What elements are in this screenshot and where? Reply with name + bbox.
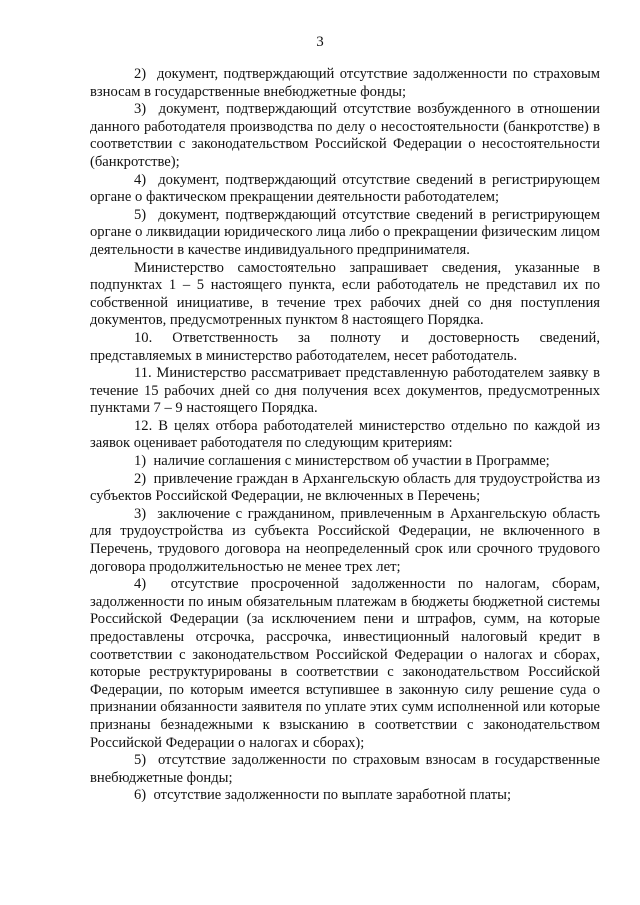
paragraph-item-5-doc-liquidation: 5) документ, подтверждающий отсутствие сведений в регистрирующем органе о ликвидации юридического лица либо о прекращении физическим лицом деятельности в качестве индивидуального предпринимателя. <box>90 206 600 258</box>
paragraph-item-3-doc-bankruptcy: 3) документ, подтверждающий отсутствие возбужденного в отношении данного работодателя производства по делу о несостоятельности (банкротстве) в соответствии с законодательством Российской Федерации о несостоятельности (банкротстве); <box>90 101 600 170</box>
paragraph-clause-12: 12. В целях отбора работодателей министерство отдельно по каждой из заявок оценивает работодателя по следующим критериям: <box>90 417 600 452</box>
paragraph-criterion-4: 4) отсутствие просроченной задолженности по налогам, сборам, задолженности по иным обязательным платежам в бюджеты бюджетной системы Российской Федерации (за исключением пени и штрафов, сумм, на которые предоставлены отсрочка, рассрочка, инвестиционный налоговый кредит в соответствии с законодательством Российской Федерации о налогах и сборах, которые реструктурированы в соответствии с законодательством Российской Федерации, по которым имеется вступившее в законную силу решение суда о признании обязанности заявителя по уплате этих сумм исполненной или которые признаны безнадежными к взысканию в соответствии с законодательством Российской Федерации о налогах и сборах); <box>90 576 600 751</box>
paragraph-criterion-1: 1) наличие соглашения с министерством об участии в Программе; <box>134 453 550 470</box>
document-body <box>90 66 600 805</box>
paragraph-item-2-doc-insurance: 2) документ, подтверждающий отсутствие задолженности по страховым взносам в государственные внебюджетные фонды; <box>90 66 600 100</box>
paragraph-clause-11: 11. Министерство рассматривает представленную работодателем заявку в течение 15 рабочих дней со дня получения всех документов, предусмотренных пунктами 7 – 9 настоящего Порядка. <box>90 365 600 417</box>
paragraph-item-4-doc-termination: 4) документ, подтверждающий отсутствие сведений в регистрирующем органе о фактическом прекращении деятельности работодателем; <box>90 171 600 206</box>
paragraph-criterion-2: 2) привлечение граждан в Архангельскую область для трудоустройства из субъектов Российской Федерации, не включенных в Перечень; <box>90 470 600 505</box>
paragraph-criterion-5: 5) отсутствие задолженности по страховым взносам в государственные внебюджетные фонды; <box>90 752 600 786</box>
page-number: 3 <box>316 34 324 50</box>
paragraph-criterion-3: 3) заключение с гражданином, привлеченным в Архангельскую область для трудоустройства из субъекта Российской Федерации, не включенного в Перечень, трудового договора на неопределенный срок или срочного трудового договора продолжительностью не менее трех лет; <box>90 505 600 575</box>
paragraph-ministry-requests: Министерство самостоятельно запрашивает сведения, указанные в подпунктах 1 – 5 настоящего пункта, если работодатель не представил их по собственной инициативе, в течение трех рабочих дней со дня поступления документов, предусмотренных пунктом 8 настоящего Порядка. <box>90 259 600 329</box>
paragraph-criterion-6: 6) отсутствие задолженности по выплате заработной платы; <box>134 787 512 804</box>
paragraph-clause-10: 10. Ответственность за полноту и достоверность сведений, представляемых в министерство работодателем, несет работодатель. <box>90 329 600 364</box>
